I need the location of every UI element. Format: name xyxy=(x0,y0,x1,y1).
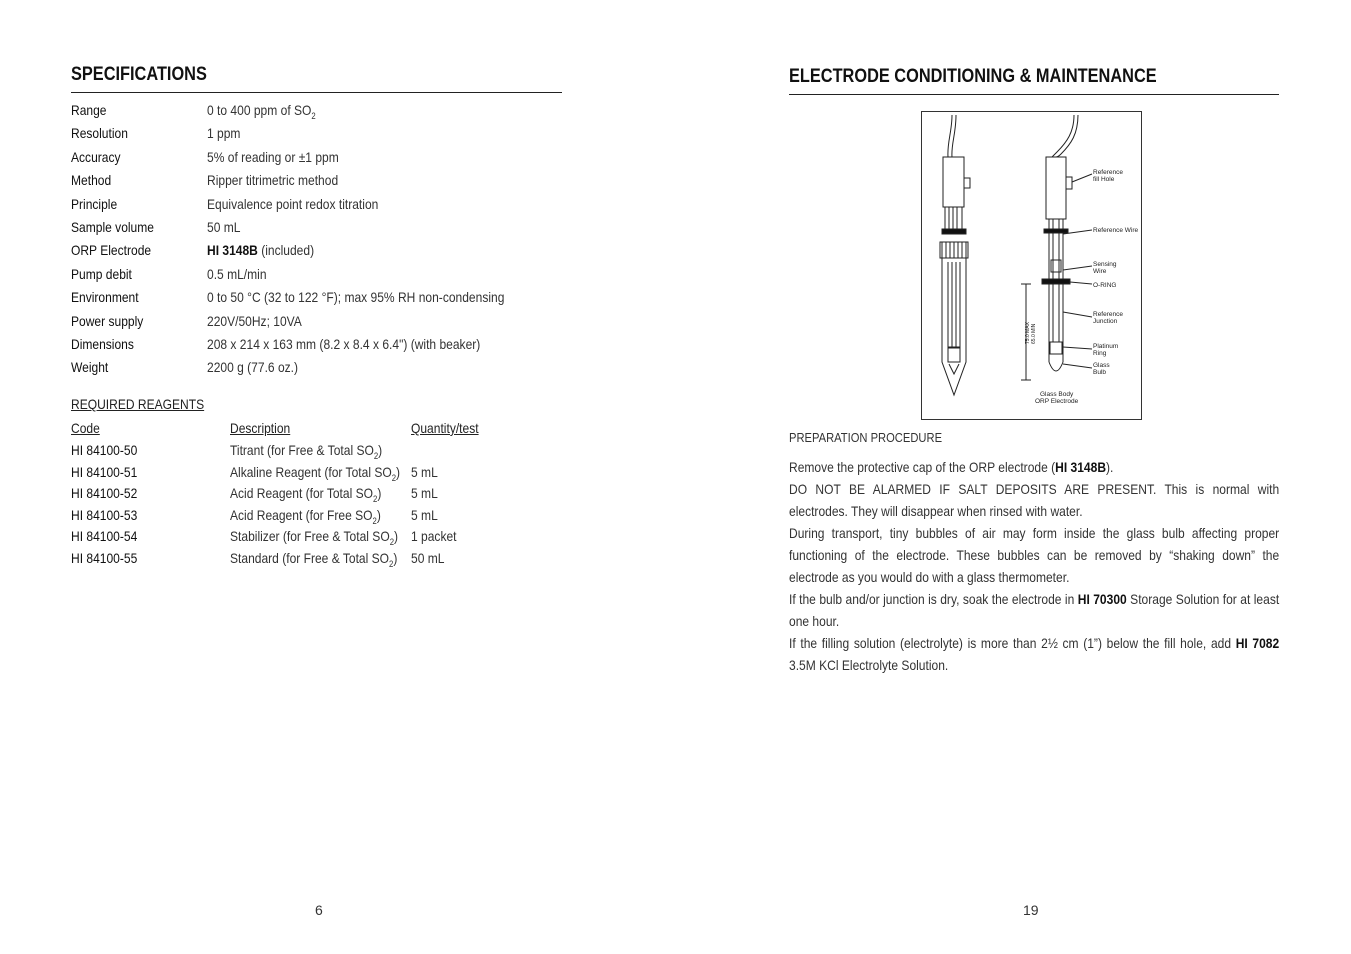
paragraph-salt-deposits: DO NOT BE ALARMED IF SALT DEPOSITS ARE PRESENT. This is normal with electrodes. They will disappear when rinsed with water. xyxy=(789,481,1280,519)
label-wire: Wire xyxy=(1093,268,1107,275)
spec-label: Environment xyxy=(71,289,139,306)
label-ring: Ring xyxy=(1093,350,1107,357)
specifications-heading: SPECIFICATIONS xyxy=(71,64,207,85)
label-reference-fill-hole: Reference xyxy=(1093,169,1123,176)
spec-label: Sample volume xyxy=(71,218,154,235)
heading-rule xyxy=(71,92,562,93)
reagent-quantity: 50 mL xyxy=(411,549,445,566)
label-reference: Reference xyxy=(1093,311,1123,318)
spec-label: ORP Electrode xyxy=(71,242,152,259)
paragraph-filling-solution: If the filling solution (electrolyte) is more than 2½ cm (1”) below the fill hole, add HI 7082 3.5M KCl Electrolyte Solution. xyxy=(789,635,1280,673)
label-sensing: Sensing xyxy=(1093,261,1117,268)
reagent-code: HI 84100-55 xyxy=(71,549,138,566)
label-dim-max: 75.0 MAX xyxy=(1025,322,1031,344)
reagent-code: HI 84100-53 xyxy=(71,506,138,523)
spec-value: 208 x 214 x 163 mm (8.2 x 8.4 x 6.4") (with beaker) xyxy=(207,335,481,352)
spec-label: Power supply xyxy=(71,312,144,329)
paragraph-remove-cap: Remove the protective cap of the ORP electrode (HI 3148B). xyxy=(789,459,1114,475)
reagent-description: Titrant (for Free & Total $SO_2$) xyxy=(230,442,383,461)
reagent-quantity: 5 mL xyxy=(411,506,438,523)
reagent-code: HI 84100-52 xyxy=(71,485,138,502)
spec-label: Dimensions xyxy=(71,335,134,352)
o-ring-right xyxy=(1042,279,1070,284)
spec-label: Pump debit xyxy=(71,265,132,282)
reagent-description: Acid Reagent (for Free $SO_2$) xyxy=(230,506,381,526)
label-glass: Glass xyxy=(1093,362,1110,369)
electrode-cap-right xyxy=(1046,157,1066,219)
spec-value: 5% of reading or ±1 ppm xyxy=(207,148,339,165)
spec-value: 220V/50Hz; 10VA xyxy=(207,312,302,329)
reagent-description: Acid Reagent (for Total $SO_2$) xyxy=(230,485,382,504)
spec-value: 0.5 mL/min xyxy=(207,265,267,282)
page-number-right: 19 xyxy=(1023,902,1039,918)
spec-value: 1 ppm xyxy=(207,125,241,142)
reagent-header-code: Code xyxy=(71,420,100,436)
preparation-text xyxy=(789,456,1279,676)
spec-label: Resolution xyxy=(71,125,128,142)
reagent-description: Alkaline Reagent (for Total $SO_2$) xyxy=(230,463,401,483)
label-bulb: Bulb xyxy=(1093,369,1107,376)
spec-value: 50 mL xyxy=(207,218,241,235)
reagent-description: Standard (for Free & Total $SO_2$) xyxy=(230,549,398,569)
electrode-diagram xyxy=(921,111,1142,420)
spec-label: Weight xyxy=(71,359,109,376)
reagent-quantity: 1 packet xyxy=(411,528,457,545)
reagent-description: Stabilizer (for Free & Total $SO_2$) xyxy=(230,528,399,548)
electrode-cap-left xyxy=(943,157,964,207)
reagent-code: HI 84100-50 xyxy=(71,442,138,458)
spec-label: Principle xyxy=(71,195,118,212)
label-dim-min: 65.0 MIN xyxy=(1031,323,1037,344)
electrode-heading: ELECTRODE CONDITIONING & MAINTENANCE xyxy=(789,66,1157,87)
reagent-quantity: 5 mL xyxy=(411,463,438,480)
label-o-ring: O-RING xyxy=(1093,282,1117,289)
spec-value: Equivalence point redox titration xyxy=(207,195,379,212)
label-orp-electrode: ORP Electrode xyxy=(1035,398,1079,405)
label-fill-hole: fill Hole xyxy=(1093,176,1115,183)
spec-label: Range xyxy=(71,102,107,118)
spec-label: Method xyxy=(71,172,112,189)
spec-value: HI 3148B (included) xyxy=(207,242,315,259)
reagent-header-description: Description xyxy=(230,420,291,436)
preparation-procedure-title: PREPARATION PROCEDURE xyxy=(789,430,943,445)
spec-value: 0 to 400 ppm of $SO_2$ xyxy=(207,102,316,121)
reagent-code: HI 84100-51 xyxy=(71,463,138,480)
electrode-diagram-svg xyxy=(922,112,1143,421)
reagent-header-quantity: Quantity/test xyxy=(411,420,479,436)
page-number-left: 6 xyxy=(315,902,323,918)
cable-right xyxy=(1052,115,1074,157)
required-reagents-title: REQUIRED REAGENTS xyxy=(71,396,205,412)
label-junction: Junction xyxy=(1093,318,1118,325)
spec-value: 0 to 50 °C (32 to 122 °F); max 95% RH non-condensing xyxy=(207,289,505,306)
glass-body-right xyxy=(1049,219,1063,362)
label-glass-body: Glass Body xyxy=(1040,391,1074,398)
paragraph-dry-bulb: If the bulb and/or junction is dry, soak the electrode in HI 70300 Storage Solution for at least one hour. xyxy=(789,591,1280,629)
spec-value: Ripper titrimetric method xyxy=(207,172,339,189)
reagent-quantity: 5 mL xyxy=(411,485,438,502)
label-reference-wire: Reference Wire xyxy=(1093,227,1139,234)
heading-rule xyxy=(789,94,1279,95)
label-platinum: Platinum xyxy=(1093,343,1119,350)
spec-label: Accuracy xyxy=(71,148,121,165)
cable-left xyxy=(948,115,952,157)
paragraph-bubbles: During transport, tiny bubbles of air may form inside the glass bulb affecting proper functioning of the electrode. These bubbles can be removed by “shaking down” the electrode as you would do with a glass thermometer. xyxy=(789,525,1280,585)
reagent-code: HI 84100-54 xyxy=(71,528,138,545)
spec-value: 2200 g (77.6 oz.) xyxy=(207,359,299,376)
